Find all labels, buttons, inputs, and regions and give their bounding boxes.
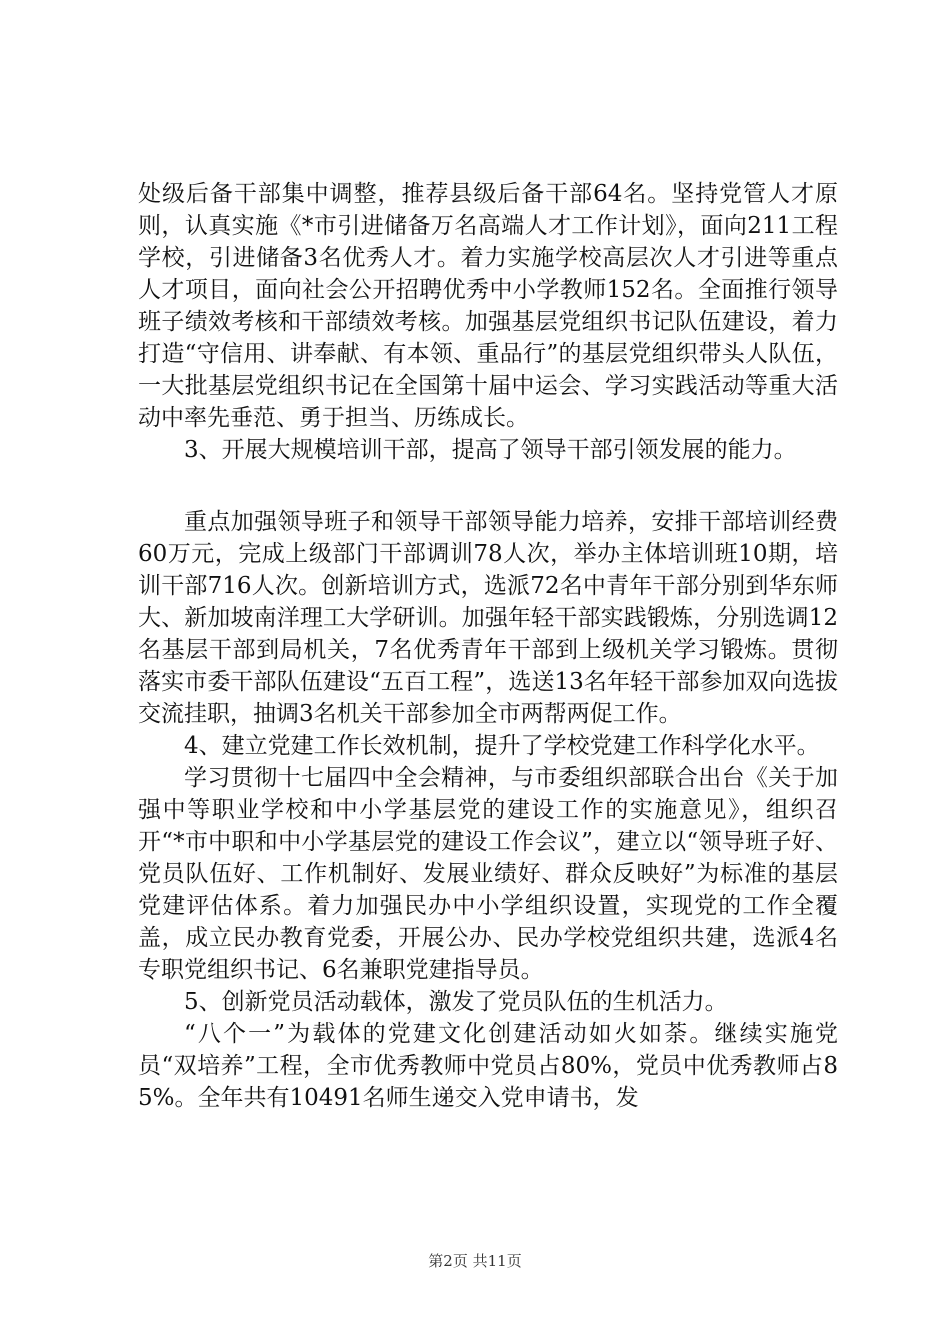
- paragraph-training: 重点加强领导班子和领导干部领导能力培养，安排干部培训经费60万元，完成上级部门干部调训78人次，举办主体培训班10期，培训干部716人次。创新培训方式，选派72名中青年干部分别到华东师大、新加坡南洋理工大学研训。加强年轻干部实践锻炼，分别选调12名基层干部到局机关，7名优秀青年干部到上级机关学习锻炼。贯彻落实市委干部队伍建设“五百工程”，选送13名年轻干部参加双向选拔交流挂职，抽调3名机关干部参加全市两帮两促工作。: [138, 509, 838, 727]
- paragraph-party-building: 学习贯彻十七届四中全会精神，与市委组织部联合出台《关于加强中等职业学校和中小学基层党的建设工作的实施意见》，组织召开“*市中职和中小学基层党的建设工作会议”，建立以“领导班子好、党员队伍好、工作机制好、发展业绩好、群众反映好”为标准的基层党建评估体系。着力加强民办中小学组织设置，实现党的工作全覆盖，成立民办教育党委，开展公办、民办学校党组织共建，选派4名专职党组织书记、6名兼职党建指导员。: [138, 765, 838, 983]
- section-heading-5: 5、创新党员活动载体，激发了党员队伍的生机活力。: [184, 989, 728, 1015]
- blank-line: [138, 466, 838, 506]
- paragraph-member-activities: “八个一”为载体的党建文化创建活动如火如荼。继续实施党员“双培养”工程，全市优秀教师中党员占80%，党员中优秀教师占85%。全年共有10491名师生递交入党申请书，发: [138, 1021, 838, 1111]
- document-body: [138, 178, 838, 1114]
- paragraph-cadre-adjustment: 处级后备干部集中调整，推荐县级后备干部64名。坚持党管人才原则，认真实施《*市引进储备万名高端人才工作计划》，面向211工程学校，引进储备3名优秀人才。着力实施学校高层次人才引进等重点人才项目，面向社会公开招聘优秀中小学教师152名。全面推行领导班子绩效考核和干部绩效考核。加强基层党组织书记队伍建设，着力打造“守信用、讲奉献、有本领、重品行”的基层党组织带头人队伍，一大批基层党组织书记在全国第十届中运会、学习实践活动等重大活动中率先垂范、勇于担当、历练成长。: [138, 181, 838, 431]
- section-heading-3: 3、开展大规模培训干部，提高了领导干部引领发展的能力。: [184, 437, 797, 463]
- page-number-footer: 第2页 共11页: [428, 1252, 522, 1270]
- section-heading-4: 4、建立党建工作长效机制，提升了学校党建工作科学化水平。: [184, 733, 820, 759]
